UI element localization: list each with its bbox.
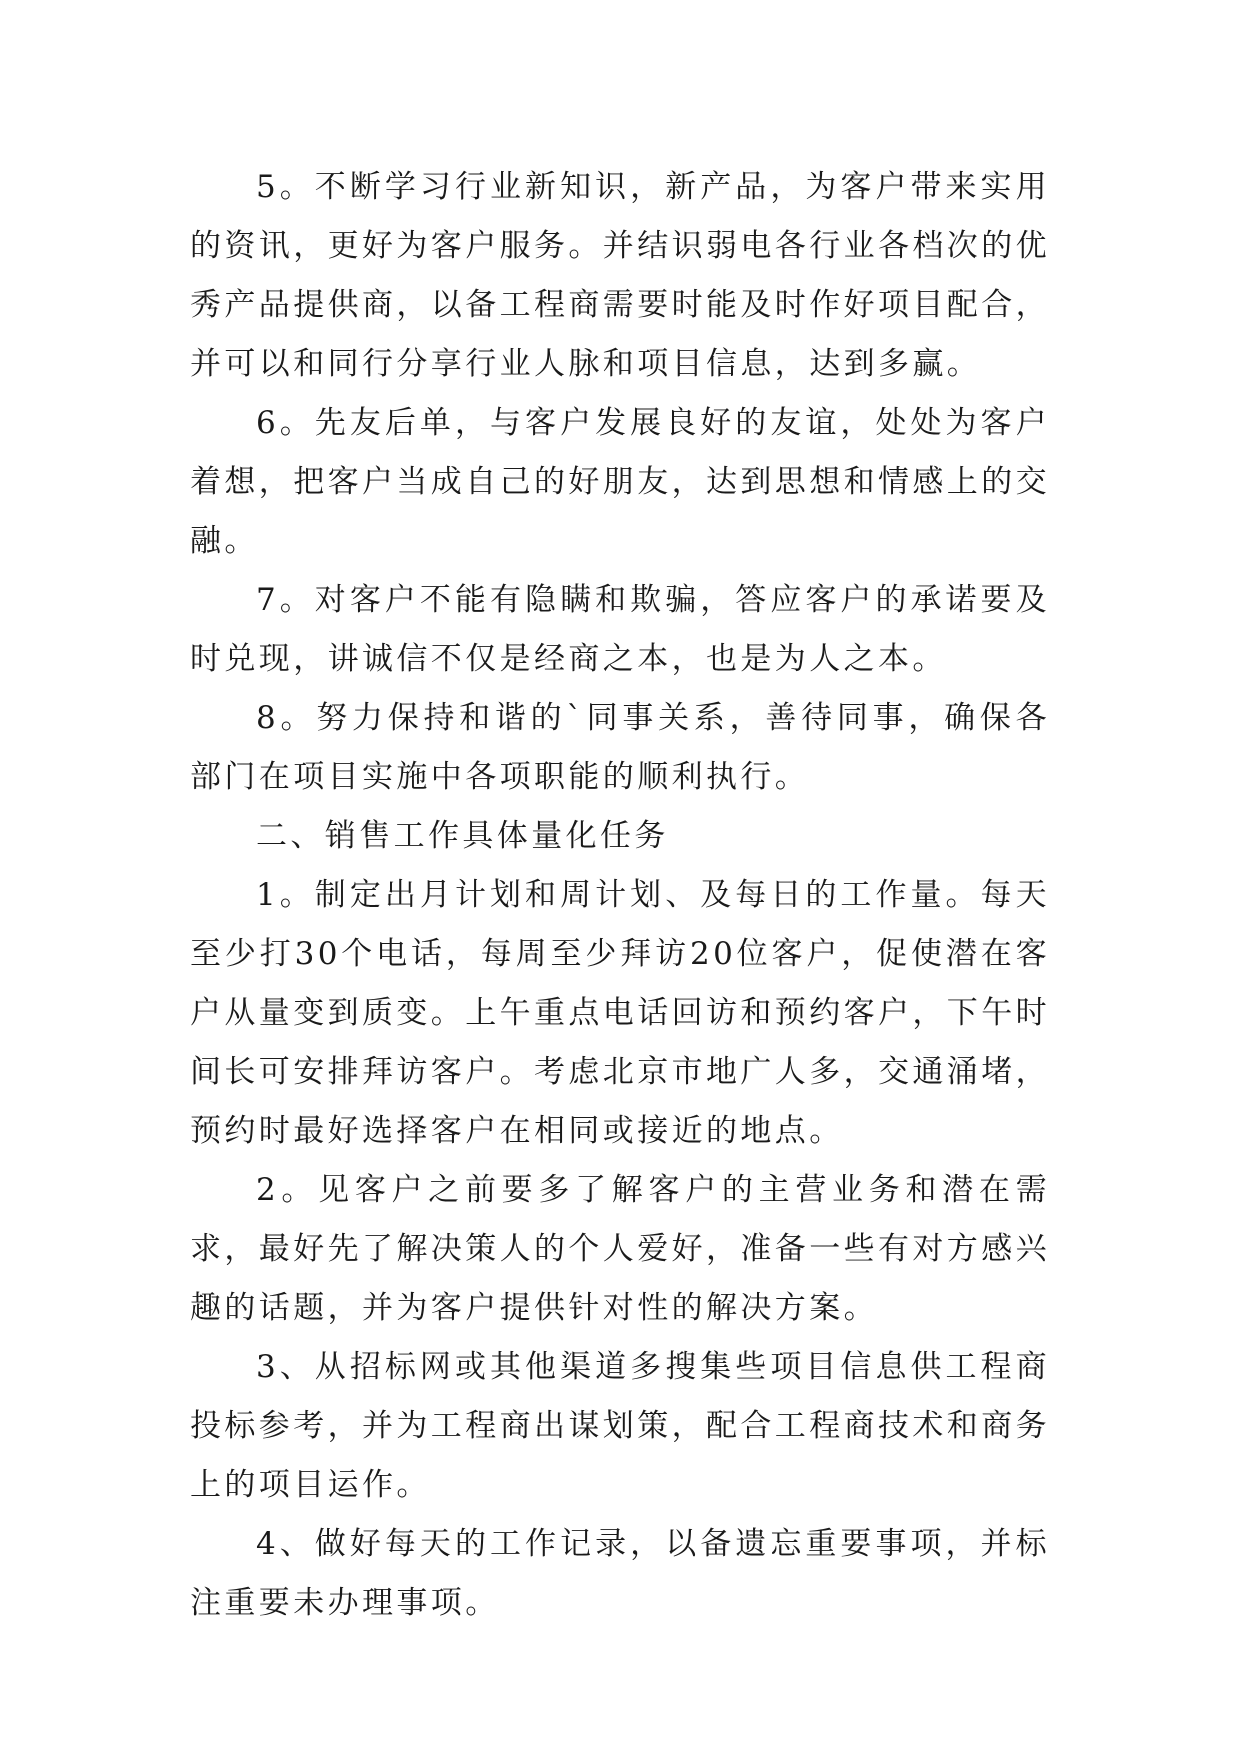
paragraph-item-7: 7。对客户不能有隐瞒和欺骗，答应客户的承诺要及时兑现，讲诚信不仅是经商之本，也是为人之本。 bbox=[190, 582, 1050, 677]
paragraph-task-3: 3、从招标网或其他渠道多搜集些项目信息供工程商投标参考，并为工程商出谋划策，配合工程商技术和商务上的项目运作。 bbox=[190, 1349, 1050, 1503]
document-body bbox=[190, 158, 1050, 1633]
paragraph-item-5: 5。不断学习行业新知识，新产品，为客户带来实用的资讯，更好为客户服务。并结识弱电各行业各档次的优秀产品提供商，以备工程商需要时能及时作好项目配合，并可以和同行分享行业人脉和项目信息，达到多赢。 bbox=[190, 169, 1050, 382]
paragraph-task-1: 1。制定出月计划和周计划、及每日的工作量。每天至少打30个电话，每周至少拜访20位客户，促使潜在客户从量变到质变。上午重点电话回访和预约客户，下午时间长可安排拜访客户。考虑北京市地广人多，交通涌堵，预约时最好选择客户在相同或接近的地点。 bbox=[190, 877, 1050, 1149]
section-heading: 二、销售工作具体量化任务 bbox=[256, 818, 669, 854]
paragraph-item-6: 6。先友后单，与客户发展良好的友谊，处处为客户着想，把客户当成自己的好朋友，达到思想和情感上的交融。 bbox=[190, 405, 1050, 559]
paragraph-item-8: 8。努力保持和谐的`同事关系，善待同事，确保各部门在项目实施中各项职能的顺利执行。 bbox=[190, 700, 1050, 795]
paragraph-task-4: 4、做好每天的工作记录，以备遗忘重要事项，并标注重要未办理事项。 bbox=[190, 1526, 1050, 1621]
paragraph-task-2: 2。见客户之前要多了解客户的主营业务和潜在需求，最好先了解决策人的个人爱好，准备一些有对方感兴趣的话题，并为客户提供针对性的解决方案。 bbox=[190, 1172, 1050, 1326]
